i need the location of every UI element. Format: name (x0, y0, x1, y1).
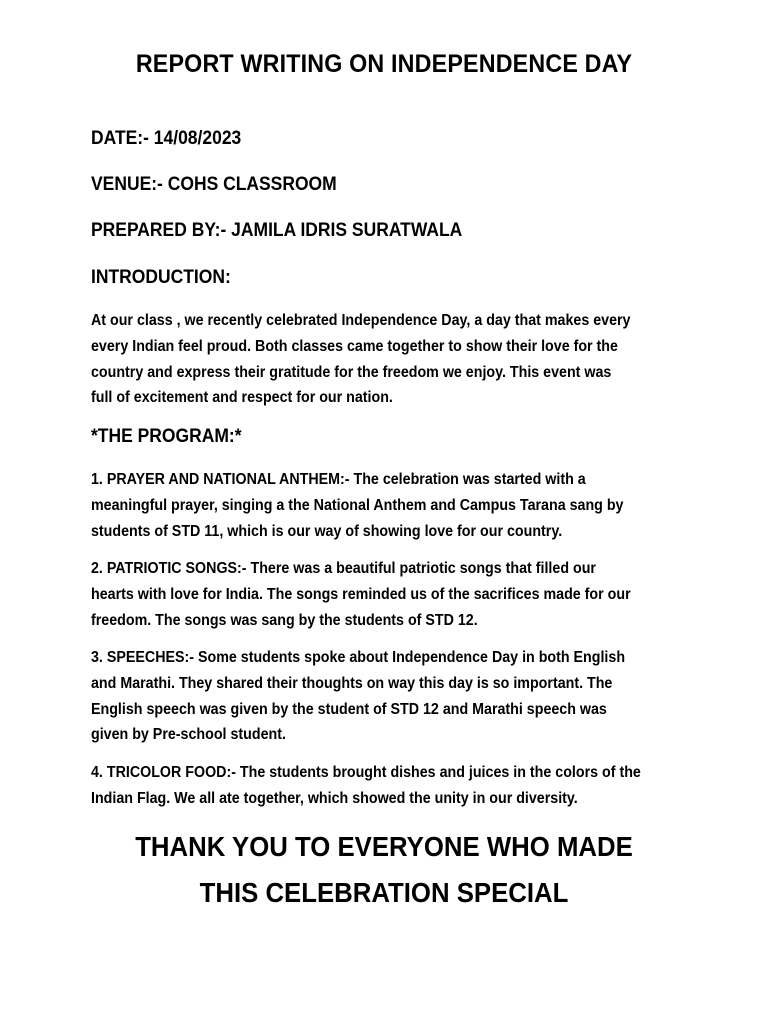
introduction-paragraph (91, 308, 661, 411)
paragraph-line: freedom. The songs was sang by the students of STD 12. (91, 611, 478, 629)
paragraph-line: English speech was given by the student of STD 12 and Marathi speech was (91, 700, 607, 718)
venue-line: VENUE:- COHS CLASSROOM (91, 174, 337, 195)
program-item-speeches (91, 645, 661, 748)
prepared-by-line: PREPARED BY:- JAMILA IDRIS SURATWALA (91, 220, 463, 241)
paragraph-line: 2. PATRIOTIC SONGS:- There was a beautiful patriotic songs that filled our (91, 560, 596, 577)
paragraph-line: given by Pre-school student. (91, 726, 286, 744)
paragraph-line: 1. PRAYER AND NATIONAL ANTHEM:- The celebration was started with a (91, 471, 586, 488)
paragraph-line: hearts with love for India. The songs reminded us of the sacrifices made for our (91, 585, 631, 603)
program-item-songs (91, 556, 661, 633)
paragraph-line: full of excitement and respect for our nation. (91, 389, 393, 407)
date-line: DATE:- 14/08/2023 (91, 128, 242, 149)
paragraph-line: country and express their gratitude for the freedom we enjoy. This event was (91, 363, 612, 381)
closing-message (31, 824, 738, 916)
paragraph-line: meaningful prayer, singing a the National Anthem and Campus Tarana sang by (91, 496, 624, 514)
paragraph-line: every Indian feel proud. Both classes came together to show their love for the (91, 337, 618, 355)
paragraph-line: Indian Flag. We all ate together, which showed the unity in our diversity. (91, 789, 578, 807)
program-heading: *THE PROGRAM:* (91, 426, 242, 447)
introduction-heading: INTRODUCTION: (91, 267, 231, 288)
paragraph-line: 4. TRICOLOR FOOD:- The students brought dishes and juices in the colors of the (91, 764, 641, 781)
paragraph-line: At our class , we recently celebrated Independence Day, a day that makes every (91, 312, 631, 329)
closing-line: THANK YOU TO EVERYONE WHO MADE (135, 831, 633, 862)
program-item-food (91, 760, 661, 812)
paragraph-line: students of STD 11, which is our way of showing love for our country. (91, 522, 563, 540)
paragraph-line: 3. SPEECHES:- Some students spoke about Independence Day in both English (91, 649, 626, 666)
report-title: REPORT WRITING ON INDEPENDENCE DAY (135, 50, 633, 78)
program-item-prayer (91, 467, 661, 544)
closing-line: THIS CELEBRATION SPECIAL (199, 877, 569, 908)
paragraph-line: and Marathi. They shared their thoughts on way this day is so important. The (91, 674, 613, 692)
